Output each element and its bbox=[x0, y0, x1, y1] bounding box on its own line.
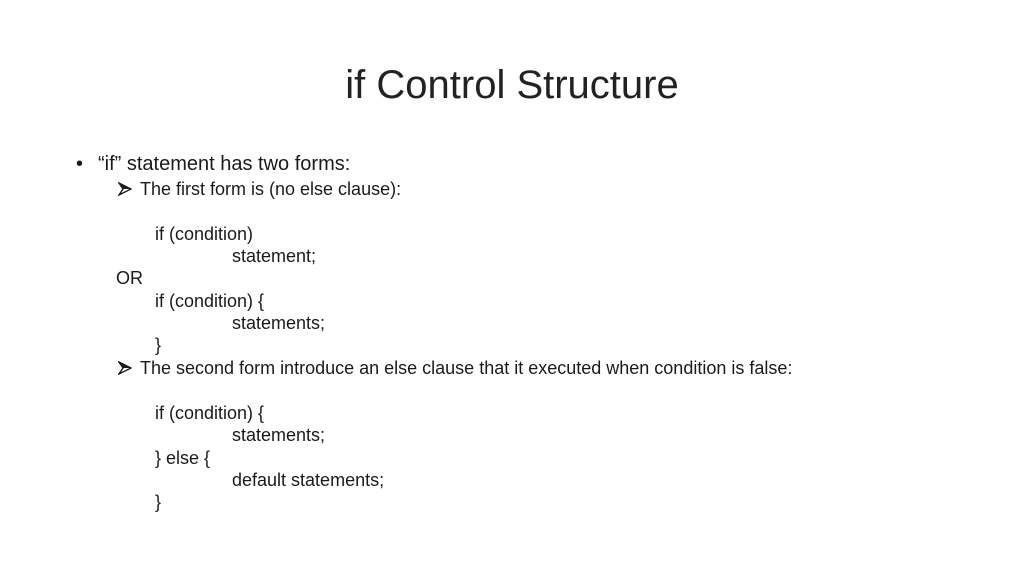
code-line: if (condition) bbox=[155, 224, 254, 244]
arrow-bullet-icon bbox=[118, 182, 132, 196]
code-line: } else { bbox=[155, 448, 211, 468]
form1-heading: The first form is (no else clause): bbox=[140, 179, 402, 199]
code-line: } bbox=[155, 335, 162, 355]
code-line: if (condition) { bbox=[155, 291, 265, 311]
bullet-main-text: “if” statement has two forms: bbox=[98, 153, 351, 175]
code-line: if (condition) { bbox=[155, 403, 265, 423]
arrow-bullet-icon bbox=[118, 361, 132, 375]
or-label: OR bbox=[116, 268, 143, 288]
bullet-icon: • bbox=[76, 153, 84, 175]
form2-heading: The second form introduce an else clause that it executed when condition is false: bbox=[140, 358, 793, 378]
code-line: } bbox=[155, 492, 162, 512]
code-line: statements; bbox=[232, 313, 326, 333]
code-line: statements; bbox=[232, 425, 326, 445]
code-line: statement; bbox=[232, 246, 317, 266]
code-line: default statements; bbox=[232, 470, 385, 490]
slide-title: if Control Structure bbox=[345, 63, 679, 107]
